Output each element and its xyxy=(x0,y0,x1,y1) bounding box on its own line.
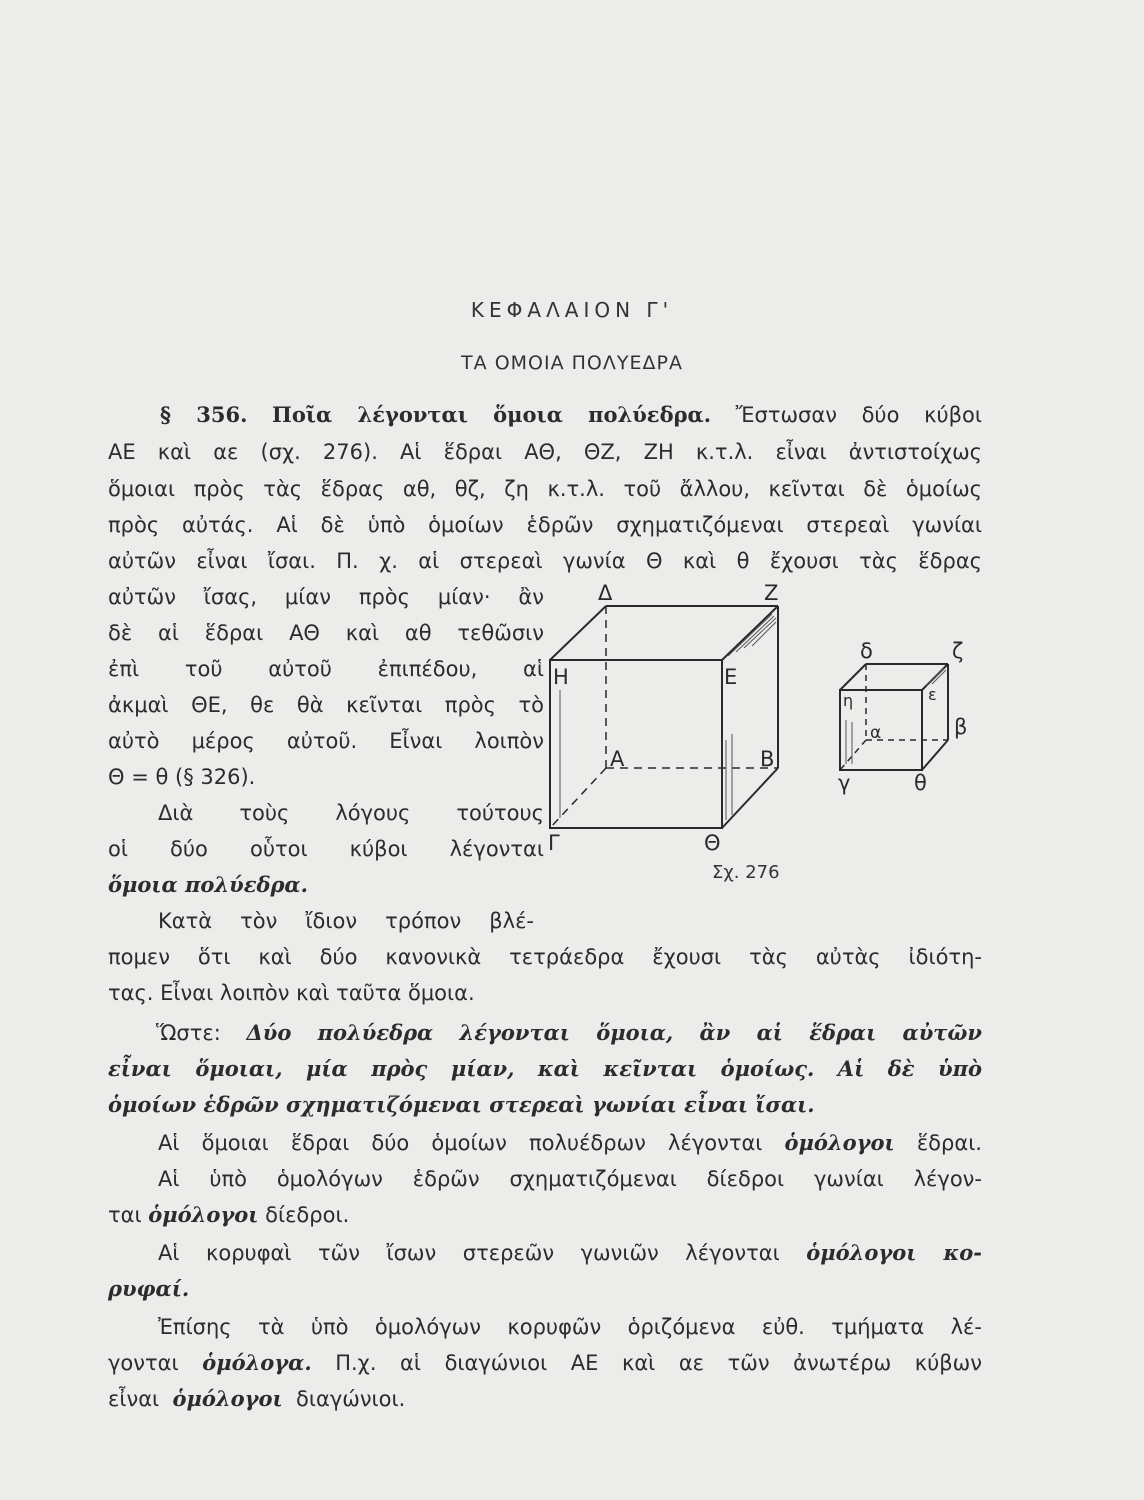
text-line: ἀκμαὶ ΘΕ, θε θὰ κεῖνται πρὸς τὸ xyxy=(108,693,544,717)
label-delta: δ xyxy=(860,639,873,663)
label-Epsilon: Ε xyxy=(724,665,738,689)
bold-term: ρυφαί. xyxy=(108,1276,190,1301)
text-line: οἱ δύο οὗτοι κύβοι λέγονται xyxy=(108,837,544,861)
text-line: πρὸς αὐτάς. Αἱ δὲ ὑπὸ ὁμοίων ἑδρῶν σχηματιζόμεναι στερεαὶ γωνίαι xyxy=(108,513,982,537)
text-line: Αἱ ὑπὸ ὁμολόγων ἑδρῶν σχηματιζόμεναι δίεδροι γωνίαι λέγον- xyxy=(158,1167,982,1191)
text-line: τας. Εἶναι λοιπὸν καὶ ταῦτα ὅμοια. xyxy=(108,981,475,1005)
label-Theta: Θ xyxy=(704,831,721,855)
text-line: αὐτῶν ἴσας, μίαν πρὸς μίαν· ἂν xyxy=(108,585,544,609)
label-eta: η xyxy=(843,691,854,710)
text-line: Ἐπίσης τὰ ὑπὸ ὁμολόγων κορυφῶν ὁριζόμενα εὐθ. τμήματα λέ- xyxy=(158,1315,982,1339)
text-span: δίεδροι. xyxy=(265,1203,350,1227)
section-heading: Ποῖα λέγονται ὅμοια πολύεδρα. xyxy=(272,402,712,427)
text-line: ἐπὶ τοῦ αὐτοῦ ἐπιπέδου, αἱ xyxy=(108,657,544,681)
label-Delta: Δ xyxy=(598,581,613,605)
bold-term: ὁμόλογοι κο- xyxy=(806,1240,982,1265)
chapter-heading: ΚΕΦΑΛΑΙΟΝ Γ' xyxy=(470,298,674,322)
text-line: αὐτῶν εἶναι ἴσαι. Π. χ. αἱ στερεαὶ γωνία Θ καὶ θ ἔχουσι τὰς ἕδρας xyxy=(108,549,982,573)
label-Zeta: Ζ xyxy=(764,581,779,605)
text-span: ἕδραι. xyxy=(916,1131,982,1155)
label-Alpha: Α xyxy=(610,747,625,771)
text-span: Π.χ. αἱ διαγώνιοι ΑΕ καὶ αε τῶν ἀνωτέρω κύβων xyxy=(335,1351,982,1375)
text-line: Θ = θ (§ 326). xyxy=(108,765,256,789)
small-cube xyxy=(840,664,948,770)
definition-text: Δύο πολύεδρα λέγονται ὅμοια, ἂν αἱ ἕδραι αὐτῶν xyxy=(246,1020,982,1045)
text-span: Αἱ ὅμοιαι ἕδραι δύο ὁμοίων πολυέδρων λέγονται xyxy=(158,1131,763,1155)
text-line: ὅμοιαι πρὸς τὰς ἕδρας αθ, θζ, ζη κ.τ.λ. τοῦ ἄλλου, κεῖνται δὲ ὁμοίως xyxy=(108,477,982,501)
definition-text: εἶναι ὅμοιαι, μία πρὸς μίαν, καὶ κεῖνται ὁμοίως. Αἱ δὲ ὑπὸ xyxy=(108,1056,982,1081)
text-line: αὐτὸ μέρος αὐτοῦ. Εἶναι λοιπὸν xyxy=(108,729,544,753)
text-line: πομεν ὅτι καὶ δύο κανονικὰ τετράεδρα ἔχουσι τὰς αὐτὰς ἰδιότη- xyxy=(108,945,982,969)
text-line: Διὰ τοὺς λόγους τούτους xyxy=(158,801,544,825)
big-cube xyxy=(550,606,778,828)
label-zeta: ζ xyxy=(952,639,964,663)
section-number: § 356. xyxy=(160,402,248,427)
label-alpha: α xyxy=(870,723,882,743)
text-span: διαγώνιοι. xyxy=(296,1387,406,1411)
big-cube-edge xyxy=(722,606,778,660)
text-span: Αἱ κορυφαὶ τῶν ἴσων στερεῶν γωνιῶν λέγονται xyxy=(158,1241,780,1265)
bold-term: ὁμόλογοι xyxy=(784,1130,895,1155)
label-epsilon: ε xyxy=(928,685,937,704)
big-cube-edge xyxy=(722,768,778,828)
text-span: ται xyxy=(108,1203,142,1227)
bold-term: ὁμόλογα. xyxy=(202,1350,312,1375)
text-span: εἶναι xyxy=(108,1387,160,1411)
bold-term: ὅμοια πολύεδρα. xyxy=(108,872,308,897)
label-Gamma: Γ xyxy=(548,831,560,855)
label-Eta: Η xyxy=(553,665,569,689)
section-first-line-rest: Ἔστωσαν δύο κύβοι xyxy=(735,403,982,427)
bold-term: ὁμόλογοι xyxy=(148,1202,259,1227)
definition-lead: Ὥστε: xyxy=(156,1021,221,1045)
big-cube-edge xyxy=(550,606,606,660)
figure-caption: Σχ. 276 xyxy=(712,862,780,883)
chapter-title: ΤΑ ΟΜΟΙΑ ΠΟΛΥΕΔΡΑ xyxy=(461,352,683,374)
text-span: γονται xyxy=(108,1351,179,1375)
definition-text: ὁμοίων ἑδρῶν σχηματιζόμεναι στερεαὶ γωνίαι εἶναι ἴσαι. xyxy=(108,1092,815,1117)
label-theta: θ xyxy=(914,771,927,795)
big-cube-front-face xyxy=(550,660,722,828)
label-beta: β xyxy=(954,715,968,739)
text-line: ΑΕ καὶ αε (σχ. 276). Αἱ ἕδραι ΑΘ, ΘΖ, ΖΗ κ.τ.λ. εἶναι ἀντιστοίχως xyxy=(108,440,982,464)
big-cube-hidden-edge xyxy=(550,768,606,828)
bold-term: ὁμόλογοι xyxy=(172,1386,283,1411)
text-line: Κατὰ τὸν ἴδιον τρόπον βλέ- xyxy=(158,909,534,933)
label-Beta: Β xyxy=(760,747,775,771)
label-gamma: γ xyxy=(838,771,851,795)
text-line: δὲ αἱ ἕδραι ΑΘ καὶ αθ τεθῶσιν xyxy=(108,621,544,645)
